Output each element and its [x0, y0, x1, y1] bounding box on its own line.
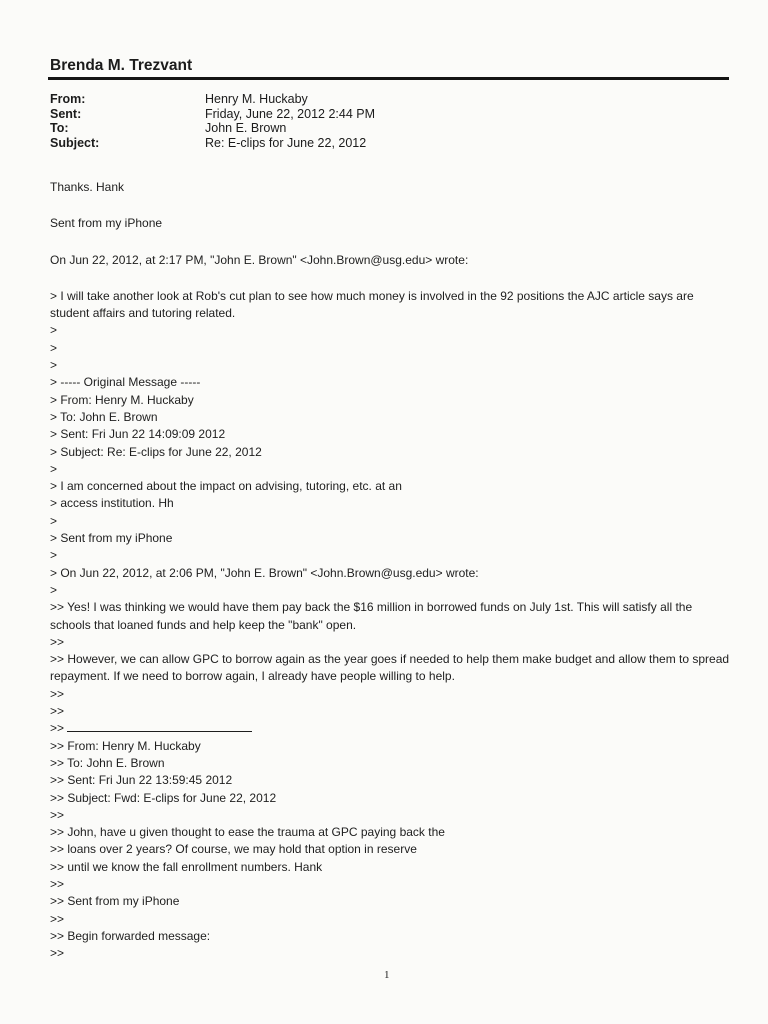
quote-line: > — [50, 582, 58, 597]
sent-from-iphone: Sent from my iPhone — [50, 216, 163, 231]
quote-line: >> — [50, 686, 65, 701]
original-to: > To: John E. Brown — [50, 409, 158, 424]
subject-label: Subject: — [50, 136, 100, 150]
to-label: To: — [50, 121, 69, 135]
concern-line: > I am concerned about the impact on advising, tutoring, etc. at an — [50, 479, 402, 494]
quoted-sent-from-iphone: > Sent from my iPhone — [50, 531, 173, 546]
john-line: >> until we know the fall enrollment numbers. Hank — [50, 859, 323, 874]
quote-line: >> — [50, 704, 65, 719]
quote-line: > — [50, 340, 58, 355]
header-rule — [48, 77, 729, 80]
reply-text: > I will take another look at Rob's cut plan to see how much money is involved in the 92 positions the AJC article says are student affairs and tutoring related. — [50, 288, 694, 321]
quote-line: > — [50, 548, 58, 563]
original-message-marker: > ----- Original Message ----- — [50, 375, 201, 390]
email-body — [50, 179, 732, 962]
forwarded-sent: >> Sent: Fri Jun 22 13:59:45 2012 — [50, 773, 233, 788]
forwarded-subject: >> Subject: Fwd: E-clips for June 22, 2012 — [50, 790, 277, 805]
forwarded-sent-from-iphone: >> Sent from my iPhone — [50, 894, 180, 909]
subject-value: Re: E-clips for June 22, 2012 — [205, 136, 367, 150]
begin-forwarded: >> Begin forwarded message: — [50, 928, 211, 943]
sent-value: Friday, June 22, 2012 2:44 PM — [205, 107, 376, 121]
quote-line: >> — [50, 634, 65, 649]
page-number: 1 — [384, 969, 390, 981]
forwarded-from: >> From: Henry M. Huckaby — [50, 738, 201, 753]
sent-label: Sent: — [50, 107, 82, 121]
john-line: >> John, have u given thought to ease the trauma at GPC paying back the — [50, 825, 445, 840]
quote-line: >> — [50, 946, 65, 961]
to-value: John E. Brown — [205, 121, 287, 135]
separator-line: >> — [50, 720, 732, 737]
quote-line: > — [50, 513, 58, 528]
quote-line: >> — [50, 807, 65, 822]
however-paragraph: >> However, we can allow GPC to borrow again as the year goes if needed to help them make budget and allow them to spread repayment. If we need to borrow again, I already have people willing to help. — [50, 652, 730, 684]
quote-line: >> — [50, 876, 65, 891]
original-sent: > Sent: Fri Jun 22 14:09:09 2012 — [50, 427, 226, 442]
quote-line: > — [50, 323, 58, 338]
forwarded-to: >> To: John E. Brown — [50, 755, 165, 770]
document-owner: Brenda M. Trezvant — [50, 57, 193, 74]
john-line: >> loans over 2 years? Of course, we may hold that option in reserve — [50, 842, 417, 857]
greeting: Thanks. Hank — [50, 180, 125, 194]
quote-line: > — [50, 461, 58, 476]
original-subject: > Subject: Re: E-clips for June 22, 2012 — [50, 444, 262, 459]
from-label: From: — [50, 92, 86, 106]
from-value: Henry M. Huckaby — [205, 92, 308, 106]
concern-line: > access institution. Hh — [50, 496, 174, 511]
separator-rule — [67, 722, 252, 732]
original-from: > From: Henry M. Huckaby — [50, 392, 194, 407]
brown-reply-intro: > On Jun 22, 2012, at 2:06 PM, "John E. Brown" <John.Brown@usg.edu> wrote: — [50, 565, 479, 580]
yes-paragraph: >> Yes! I was thinking we would have them pay back the $16 million in borrowed funds on July 1st. This will satisfy all the schools that loaned funds and help keep the "bank" open. — [50, 600, 693, 632]
quote-line: >> — [50, 911, 65, 926]
reply-intro: On Jun 22, 2012, at 2:17 PM, "John E. Brown" <John.Brown@usg.edu> wrote: — [50, 252, 469, 267]
quote-line: > — [50, 358, 58, 373]
